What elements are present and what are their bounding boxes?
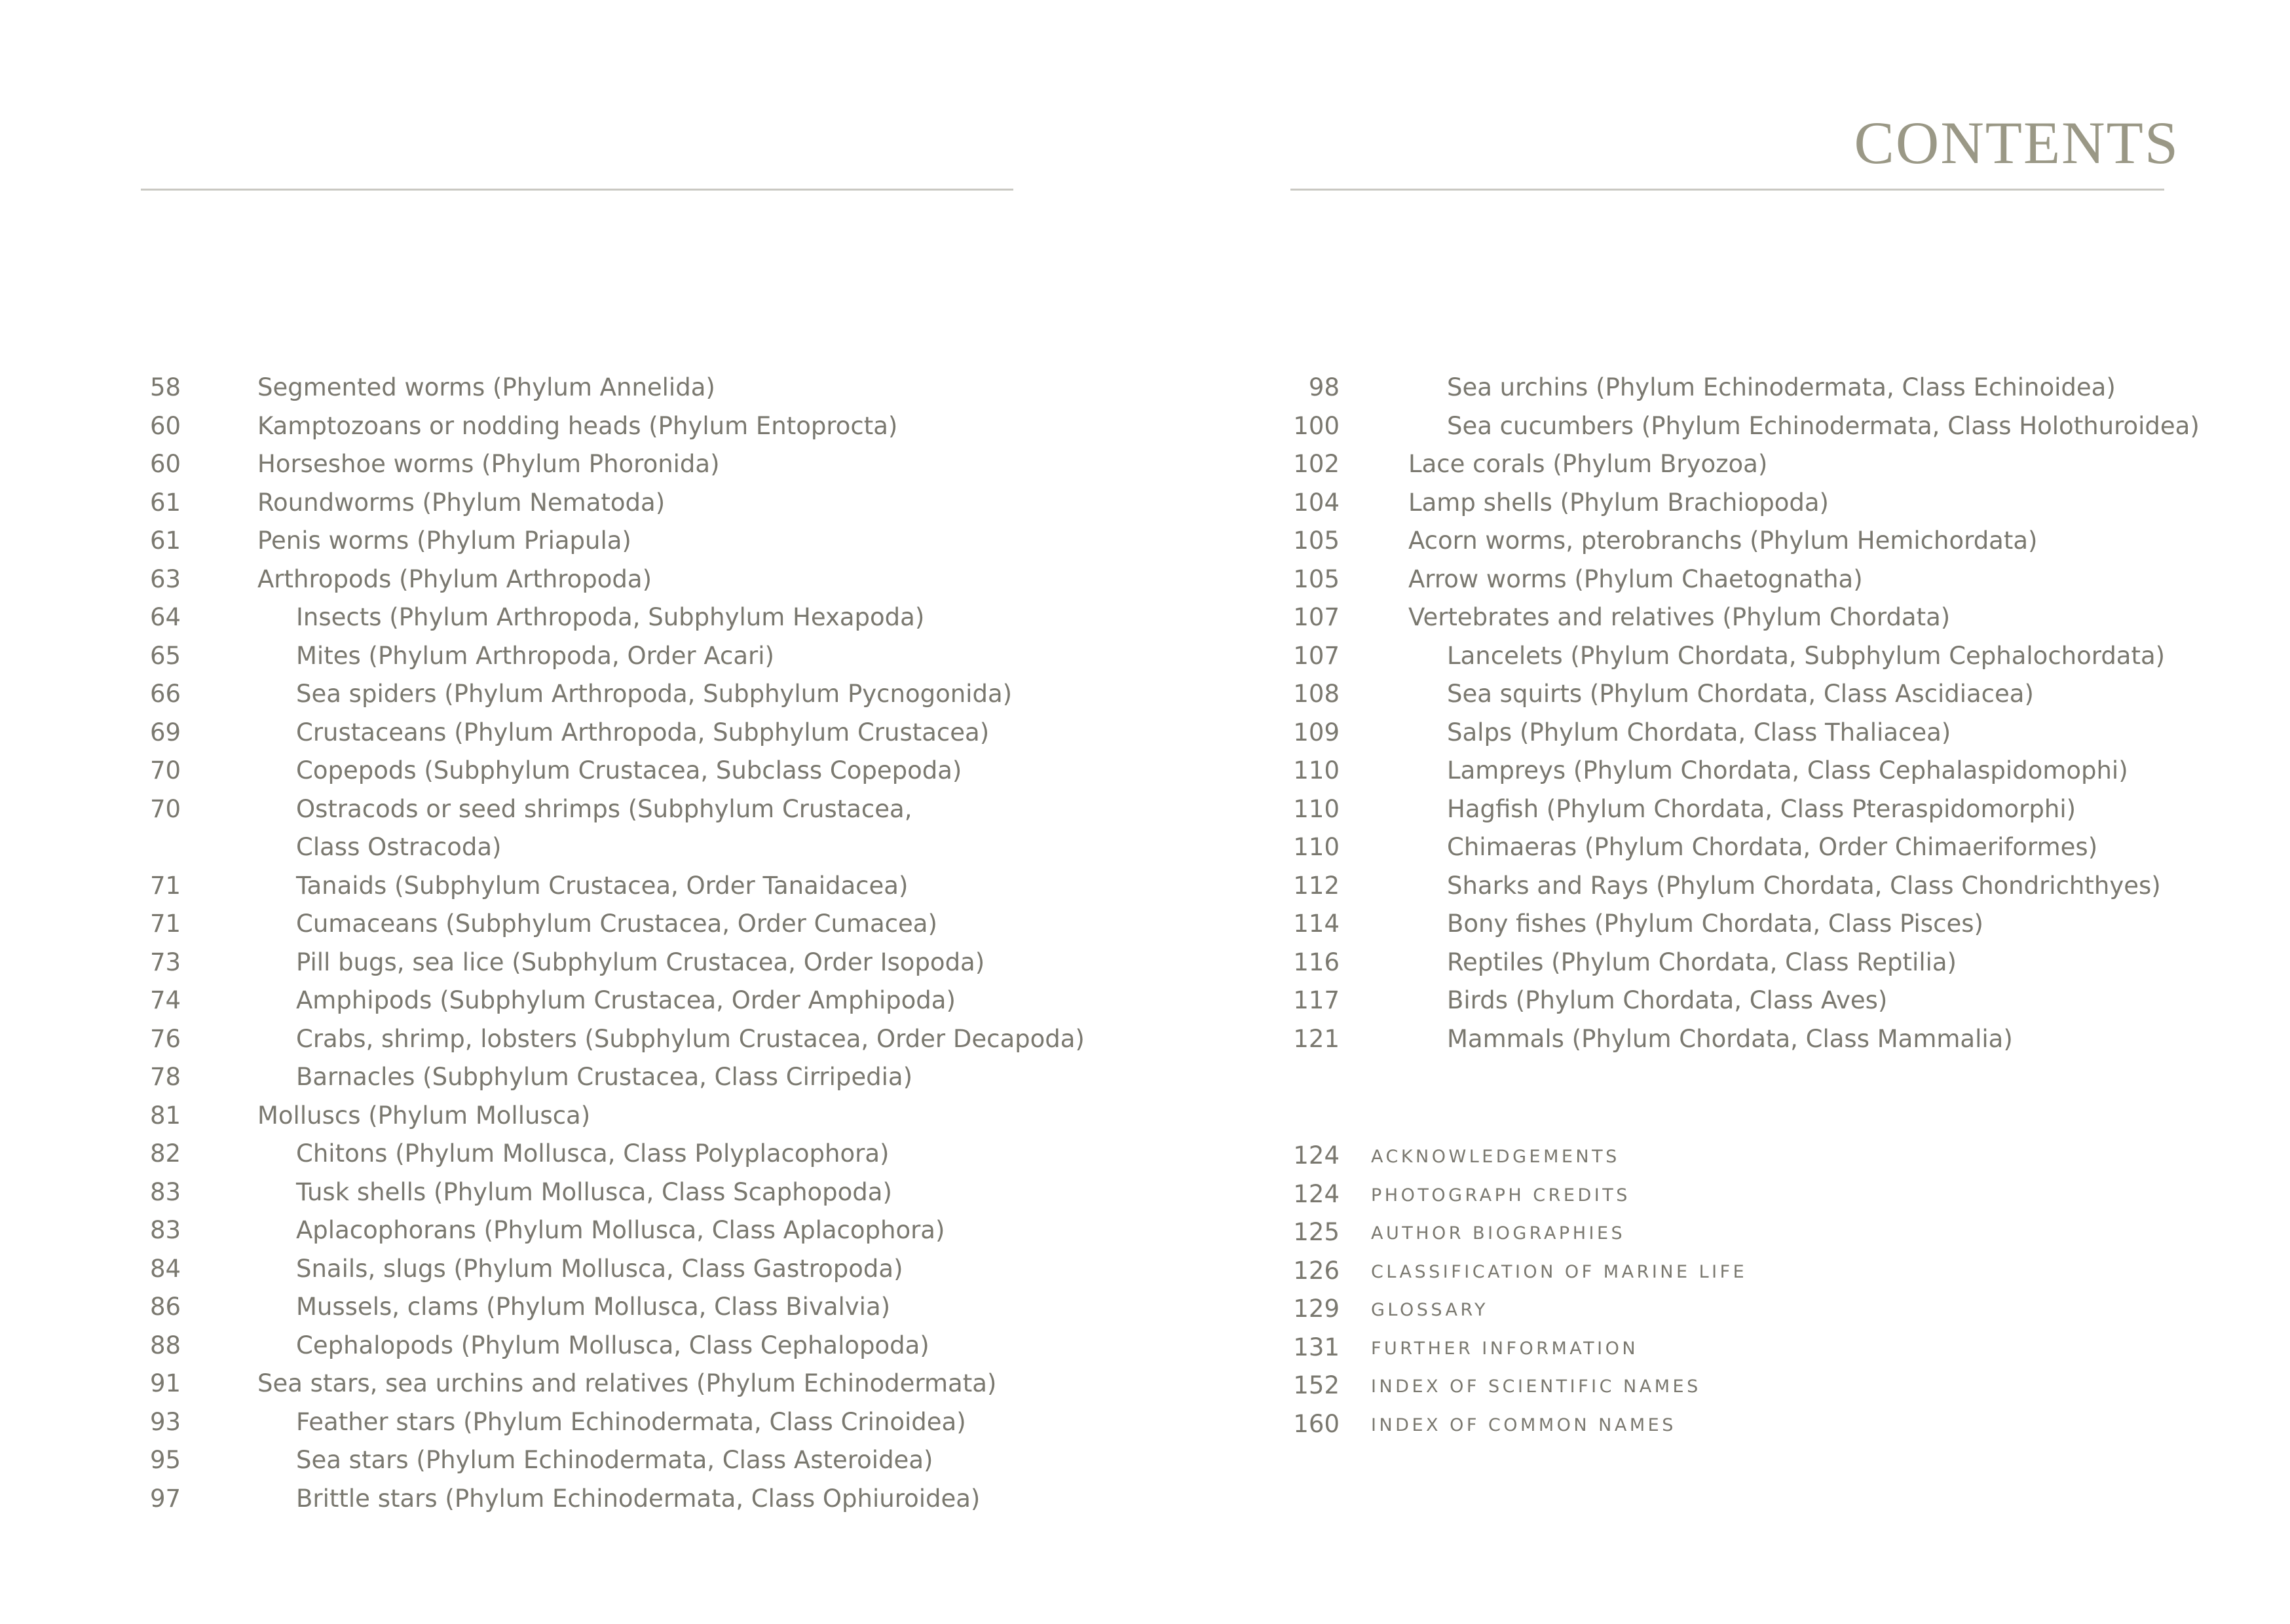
entry-title: Ostracods or seed shrimps (Subphylum Crustacea, (296, 794, 912, 823)
page-number: 83 (149, 1216, 181, 1244)
entry-title: Birds (Phylum Chordata, Class Aves) (1447, 986, 1888, 1014)
back-matter-entry[interactable] (0, 1213, 2290, 1252)
page-number: 121 (1293, 1024, 1340, 1053)
entry-title: Sea squirts (Phylum Chordata, Class Ascidiacea) (1447, 680, 2034, 708)
entry-title: Arthropods (Phylum Arthropoda) (257, 564, 652, 593)
page-number: 74 (149, 986, 181, 1014)
entry-title: Aplacophorans (Phylum Mollusca, Class Aplacophora) (296, 1216, 945, 1244)
page-number: 91 (149, 1369, 181, 1397)
back-matter-entry[interactable] (0, 1137, 2290, 1175)
entry-title: CLASSIFICATION OF MARINE LIFE (1371, 1261, 1748, 1282)
entry-title: Sea stars, sea urchins and relatives (Phylum Echinodermata) (257, 1369, 997, 1397)
toc-entry[interactable] (0, 407, 2290, 446)
page-number: 97 (149, 1484, 181, 1513)
toc-entry[interactable] (0, 982, 2290, 1020)
toc-entry[interactable] (0, 867, 2290, 906)
toc-entry[interactable] (0, 1097, 1114, 1135)
toc-entry[interactable] (0, 369, 2290, 407)
back-matter-list (0, 1137, 2290, 1443)
entry-title: Tusk shells (Phylum Mollusca, Class Scaphopoda) (296, 1177, 892, 1206)
toc-entry[interactable] (0, 522, 2290, 561)
entry-title: Sea spiders (Phylum Arthropoda, Subphylum Pycnogonida) (296, 680, 1013, 708)
toc-entry[interactable] (0, 944, 2290, 982)
entry-title: Horseshoe worms (Phylum Phoronida) (257, 450, 720, 478)
page-number: 82 (149, 1139, 181, 1168)
page-number: 60 (149, 411, 181, 440)
entry-title: Hagfish (Phylum Chordata, Class Pteraspidomorphi) (1447, 794, 2076, 823)
toc-entry[interactable] (0, 599, 2290, 637)
page-number: 107 (1293, 603, 1340, 631)
entry-title: Molluscs (Phylum Mollusca) (257, 1101, 591, 1130)
page-number: 114 (1293, 910, 1340, 938)
entry-title: Amphipods (Subphylum Crustacea, Order Amphipoda) (296, 986, 956, 1014)
page-number: 63 (149, 564, 181, 593)
entry-title: FURTHER INFORMATION (1371, 1338, 1639, 1359)
back-matter-entry[interactable] (0, 1405, 2290, 1444)
entry-title: INDEX OF COMMON NAMES (1371, 1414, 1676, 1435)
page-title: CONTENTS (1854, 109, 2179, 176)
page-number: 116 (1293, 948, 1340, 976)
entry-title: Penis worms (Phylum Priapula) (257, 526, 631, 555)
entry-title: Lancelets (Phylum Chordata, Subphylum Cephalochordata) (1447, 641, 2166, 670)
entry-title: Lamp shells (Phylum Brachiopoda) (1408, 488, 1829, 517)
entry-title: Arrow worms (Phylum Chaetognatha) (1408, 564, 1863, 593)
page-number: 58 (149, 373, 181, 401)
page-number: 117 (1293, 986, 1340, 1014)
page-number: 102 (1293, 450, 1340, 478)
page-number: 108 (1293, 680, 1340, 708)
page-number: 61 (149, 526, 181, 555)
page-number: 86 (149, 1293, 181, 1321)
entry-title: Chimaeras (Phylum Chordata, Order Chimaeriformes) (1447, 833, 2098, 861)
page-number: 98 (1308, 373, 1340, 401)
page-number: 65 (149, 641, 181, 670)
page-number: 76 (149, 1024, 181, 1053)
page-number: 83 (149, 1177, 181, 1206)
toc-right-column (0, 369, 2290, 1058)
entry-title: Kamptozoans or nodding heads (Phylum Entoprocta) (257, 411, 898, 440)
page-number: 70 (149, 756, 181, 784)
back-matter-entry[interactable] (0, 1252, 2290, 1291)
page-number: 131 (1293, 1333, 1340, 1361)
page-number: 64 (149, 603, 181, 631)
page-number: 160 (1293, 1409, 1340, 1438)
entry-title: ACKNOWLEDGEMENTS (1371, 1147, 1620, 1167)
page-number: 124 (1293, 1179, 1340, 1208)
back-matter-entry[interactable] (0, 1329, 2290, 1367)
entry-title: Mussels, clams (Phylum Mollusca, Class Bivalvia) (296, 1293, 891, 1321)
entry-title: Snails, slugs (Phylum Mollusca, Class Gastropoda) (296, 1254, 903, 1283)
page-number: 100 (1293, 411, 1340, 440)
page-number: 71 (149, 910, 181, 938)
entry-title: Mites (Phylum Arthropoda, Order Acari) (296, 641, 774, 670)
page-number: 129 (1293, 1295, 1340, 1323)
entry-title: Pill bugs, sea lice (Subphylum Crustacea, Order Isopoda) (296, 948, 985, 976)
entry-title: PHOTOGRAPH CREDITS (1371, 1185, 1630, 1206)
page-number: 105 (1293, 526, 1340, 555)
entry-title: Sea stars (Phylum Echinodermata, Class Asteroidea) (296, 1446, 933, 1474)
entry-title: Copepods (Subphylum Crustacea, Subclass Copepoda) (296, 756, 962, 784)
back-matter-entry[interactable] (0, 1175, 2290, 1214)
entry-title: Sea cucumbers (Phylum Echinodermata, Class Holothuroidea) (1447, 411, 2200, 440)
toc-entry[interactable] (0, 714, 2290, 752)
page-number: 71 (149, 871, 181, 900)
page-number: 93 (149, 1407, 181, 1436)
toc-entry[interactable] (0, 905, 2290, 944)
page-number: 125 (1293, 1218, 1340, 1246)
toc-entry[interactable] (0, 1441, 1114, 1480)
toc-entry[interactable] (0, 1020, 2290, 1059)
page-number: 73 (149, 948, 181, 976)
toc-entry[interactable] (0, 752, 2290, 790)
page-number: 109 (1293, 718, 1340, 747)
entry-title: Mammals (Phylum Chordata, Class Mammalia) (1447, 1024, 2013, 1053)
page-number: 70 (149, 794, 181, 823)
page-number: 105 (1293, 564, 1340, 593)
entry-title: Crabs, shrimp, lobsters (Subphylum Crustacea, Order Decapoda) (296, 1024, 1085, 1053)
entry-title: GLOSSARY (1371, 1300, 1489, 1320)
entry-title: Bony fishes (Phylum Chordata, Class Pisces) (1447, 910, 1983, 938)
page-number: 88 (149, 1331, 181, 1359)
entry-title: Tanaids (Subphylum Crustacea, Order Tanaidacea) (296, 871, 909, 900)
entry-title: Crustaceans (Phylum Arthropoda, Subphylum Crustacea) (296, 718, 990, 747)
toc-entry[interactable] (0, 484, 2290, 523)
entry-title: INDEX OF SCIENTIFIC NAMES (1371, 1376, 1701, 1397)
entry-title: Vertebrates and relatives (Phylum Chordata) (1408, 603, 1951, 631)
entry-title: Acorn worms, pterobranchs (Phylum Hemichordata) (1408, 526, 2038, 555)
entry-title: Sharks and Rays (Phylum Chordata, Class Chondrichthyes) (1447, 871, 2161, 900)
page-number: 69 (149, 718, 181, 747)
entry-title: Sea urchins (Phylum Echinodermata, Class Echinoidea) (1447, 373, 2116, 401)
page-number: 61 (149, 488, 181, 517)
entry-title: Barnacles (Subphylum Crustacea, Class Cirripedia) (296, 1063, 913, 1091)
page-number: 60 (149, 450, 181, 478)
entry-title: Reptiles (Phylum Chordata, Class Reptilia) (1447, 948, 1957, 976)
entry-title: Lampreys (Phylum Chordata, Class Cephalaspidomophi) (1447, 756, 2128, 784)
toc-entry[interactable] (0, 561, 2290, 599)
toc-entry[interactable] (0, 1480, 1114, 1519)
entry-title: Salps (Phylum Chordata, Class Thaliacea) (1447, 718, 1951, 747)
entry-title: Cumaceans (Subphylum Crustacea, Order Cumacea) (296, 910, 937, 938)
page-number: 110 (1293, 756, 1340, 784)
page-number: 66 (149, 680, 181, 708)
toc-entry[interactable] (0, 445, 2290, 484)
entry-title: Brittle stars (Phylum Echinodermata, Class Ophiuroidea) (296, 1484, 981, 1513)
entry-title: Class Ostracoda) (296, 833, 502, 861)
toc-entry[interactable] (0, 1058, 1114, 1097)
toc-entry[interactable] (0, 790, 2290, 829)
entry-title: Chitons (Phylum Mollusca, Class Polyplacophora) (296, 1139, 890, 1168)
entry-title: Roundworms (Phylum Nematoda) (257, 488, 666, 517)
entry-title: Insects (Phylum Arthropoda, Subphylum Hexapoda) (296, 603, 925, 631)
page-number: 95 (149, 1446, 181, 1474)
toc-entry[interactable] (0, 637, 2290, 676)
entry-title: Cephalopods (Phylum Mollusca, Class Cephalopoda) (296, 1331, 929, 1359)
toc-entry[interactable] (0, 675, 2290, 714)
page-number: 110 (1293, 794, 1340, 823)
entry-title: Segmented worms (Phylum Annelida) (257, 373, 715, 401)
entry-title: AUTHOR BIOGRAPHIES (1371, 1223, 1626, 1244)
page-number: 112 (1293, 871, 1340, 900)
entry-title: Feather stars (Phylum Echinodermata, Class Crinoidea) (296, 1407, 966, 1436)
back-matter-entry[interactable] (0, 1367, 2290, 1405)
right-divider (1290, 189, 2164, 191)
page-number: 110 (1293, 833, 1340, 861)
page-number: 124 (1293, 1141, 1340, 1170)
page-number: 78 (149, 1063, 181, 1091)
entry-title: Lace corals (Phylum Bryozoa) (1408, 450, 1768, 478)
page-number: 152 (1293, 1371, 1340, 1399)
page-number: 84 (149, 1254, 181, 1283)
back-matter-entry[interactable] (0, 1290, 2290, 1329)
toc-entry[interactable] (0, 828, 2290, 867)
page-number: 81 (149, 1101, 181, 1130)
page-number: 107 (1293, 641, 1340, 670)
page-number: 126 (1293, 1256, 1340, 1285)
left-divider (141, 189, 1013, 191)
page-number: 104 (1293, 488, 1340, 517)
